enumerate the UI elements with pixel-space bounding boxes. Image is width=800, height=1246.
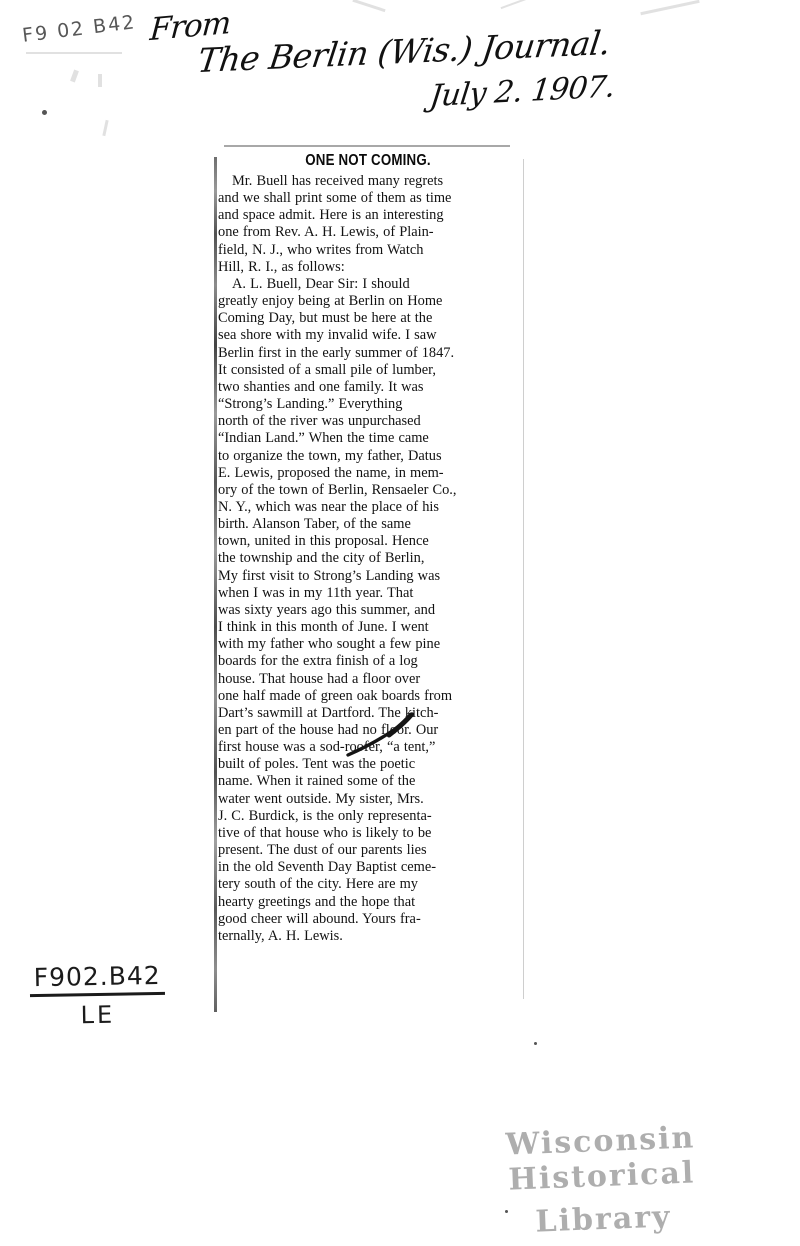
clipping-text-line: name. When it rained some of the <box>218 773 416 790</box>
handwritten-from-label: From <box>148 4 232 49</box>
clipping-text-line: with my father who sought a few pine <box>218 636 441 653</box>
clipping-text-line: Coming Day, but must be here at the <box>218 310 433 327</box>
clipping-text-line: tery south of the city. Here are my <box>218 876 418 893</box>
clipping-text-line: water went outside. My sister, Mrs. <box>218 790 424 807</box>
clipping-text-line: the township and the city of Berlin, <box>218 550 425 567</box>
clipping-text-line: en part of the house had no floor. Our <box>218 722 439 738</box>
clipping-text-line: and we shall print some of them as time <box>218 190 452 207</box>
clipping-text-line: one from Rev. A. H. Lewis, of Plain- <box>218 224 434 241</box>
clipping-text-line: in the old Seventh Day Baptist ceme- <box>218 859 437 876</box>
clipping-text-line: present. The dust of our parents lies <box>218 842 427 859</box>
ink-speck <box>534 1042 537 1045</box>
clipping-text-line: built of poles. Tent was the poetic <box>218 756 416 773</box>
clipping-top-rule <box>224 145 510 147</box>
clipping-text-line: I think in this month of June. I went <box>218 619 429 636</box>
clipping-text-line: Hill, R. I., as follows: <box>218 258 345 275</box>
clipping-text-line: one half made of green oak boards from <box>218 687 453 704</box>
newspaper-clipping <box>218 145 518 945</box>
clipping-text-line: N. Y., which was near the place of his <box>218 498 439 515</box>
clipping-text-line: sea shore with my invalid wife. I saw <box>218 327 437 344</box>
clipping-headline: ONE NOT COMING. <box>305 152 431 169</box>
clipping-text-line: greatly enjoy being at Berlin on Home <box>218 293 443 310</box>
clipping-text-line: It consisted of a small pile of lumber, <box>218 361 436 378</box>
pencil-accession-note: F9 02 B42 <box>21 11 138 47</box>
library-stamp-line-1: Wisconsin Historical <box>505 1120 696 1198</box>
scan-smudge <box>640 0 699 15</box>
clipping-text-line: Berlin first in the early summer of 1847. <box>218 344 455 361</box>
clipping-text-line: Mr. Buell has received many regrets <box>232 173 444 189</box>
scan-smudge <box>102 120 108 136</box>
clipping-text-line: house. That house had a floor over <box>218 670 421 687</box>
clipping-text-line: tive of that house who is likely to be <box>218 824 432 841</box>
handwritten-source-name: The Berlin (Wis.) Journal. <box>195 22 613 81</box>
clipping-text-line: to organize the town, my father, Datus <box>218 447 442 464</box>
clipping-text-line: was sixty years ago this summer, and <box>218 601 436 618</box>
clipping-column-rule <box>523 159 524 999</box>
clipping-text-line: ory of the town of Berlin, Rensaeler Co., <box>218 481 457 498</box>
clipping-text-line: and space admit. Here is an interesting <box>218 207 444 224</box>
clipping-text-line: “Strong’s Landing.” Everything <box>218 396 403 413</box>
scan-smudge <box>98 74 102 87</box>
scan-smudge <box>70 70 79 83</box>
clipping-text-line: north of the river was unpurchased <box>218 413 421 430</box>
clipping-text-line: field, N. J., who writes from Watch <box>218 241 424 258</box>
clipping-text-line: ternally, A. H. Lewis. <box>218 927 343 944</box>
clipping-text-line: first house was a sod-roofer, “a tent,” <box>218 739 436 756</box>
clipping-text-line: hearty greetings and the hope that <box>218 893 416 910</box>
clipping-text-line: two shanties and one family. It was <box>218 378 424 395</box>
clipping-text-line: good cheer will abound. Yours fra- <box>218 910 421 927</box>
scan-smudge <box>26 52 122 54</box>
handwritten-date: July 2. 1907. <box>427 69 617 115</box>
clipping-text-line: Dart’s sawmill at Dartford. The kitch- <box>218 704 439 721</box>
clipping-paragraph-intro <box>218 173 518 276</box>
clipping-paragraph-letter <box>218 276 518 945</box>
ink-speck <box>42 110 47 115</box>
scan-smudge <box>352 0 385 12</box>
clipping-text-line: “Indian Land.” When the time came <box>218 430 429 447</box>
scan-smudge <box>501 0 530 9</box>
call-number-cutter: LE <box>80 1000 116 1030</box>
library-call-number <box>29 961 165 1030</box>
clipping-text-line: My first visit to Strong’s Landing was <box>218 567 441 584</box>
clipping-text-line: J. C. Burdick, is the only representa- <box>218 807 432 824</box>
clipping-text-line: birth. Alanson Taber, of the same <box>218 516 411 533</box>
call-number-class: F902.B42 <box>29 961 165 997</box>
library-stamp <box>435 1118 769 1244</box>
clipping-text-line: town, united in this proposal. Hence <box>218 533 429 550</box>
library-stamp-line-2: Library <box>534 1199 673 1240</box>
clipping-text-line: A. L. Buell, Dear Sir: I should <box>232 275 410 292</box>
clipping-torn-left-edge <box>214 157 217 1012</box>
clipping-text-line: when I was in my 11th year. That <box>218 584 414 601</box>
clipping-text-line: E. Lewis, proposed the name, in mem- <box>218 464 444 481</box>
clipping-text-line: boards for the extra finish of a log <box>218 653 418 670</box>
